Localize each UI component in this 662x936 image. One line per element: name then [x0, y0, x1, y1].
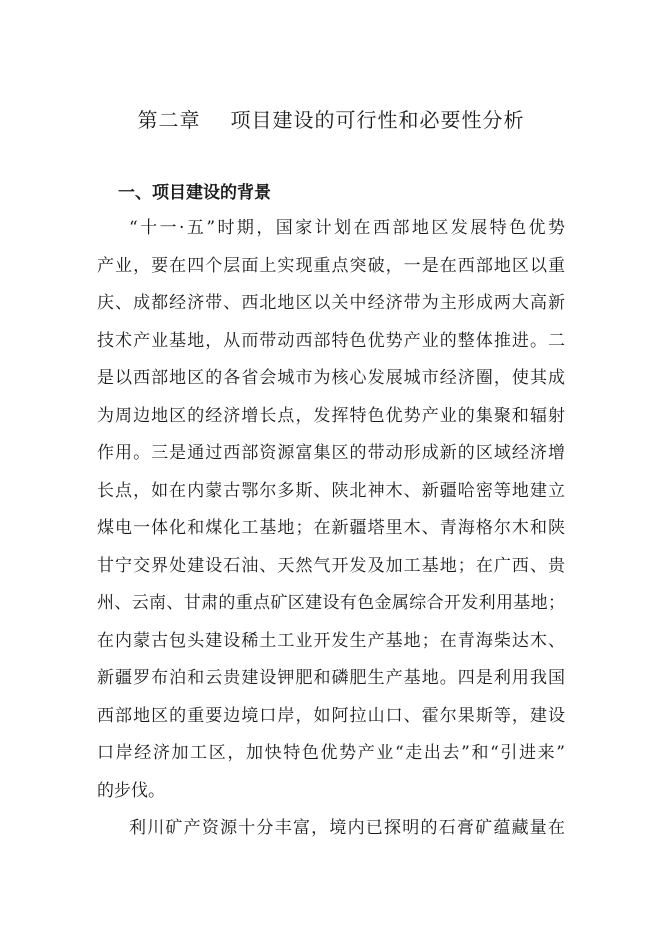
paragraph-1-line: 甘宁交界处建设石油、天然气开发及加工基地；在广西、贵 — [97, 555, 565, 576]
paragraph-1-line: “十一·五”时期，国家计划在西部地区发展特色优势 — [129, 218, 565, 238]
paragraph-1-line: 是以西部地区的各省会城市为核心发展城市经济圈，使其成 — [97, 368, 565, 388]
section-heading: 一、项目建设的背景 — [118, 183, 271, 203]
paragraph-1-line: 技术产业基地，从而带动西部特色优势产业的整体推进。二 — [97, 330, 565, 351]
paragraph-2-line: 利川矿产资源十分丰富，境内已探明的石膏矿蕴藏量在 — [129, 818, 565, 838]
chapter-title — [0, 104, 662, 133]
paragraph-1-line: 长点，如在内蒙古鄂尔多斯、陕北神木、新疆哈密等地建立 — [97, 480, 565, 501]
paragraph-1-line: 口岸经济加工区，加快特色优势产业“走出去”和“引进来” — [97, 743, 565, 763]
paragraph-1-line: 煤电一体化和煤化工基地；在新疆塔里木、青海格尔木和陕 — [97, 518, 565, 538]
paragraph-1-line: 产业，要在四个层面上实现重点突破，一是在西部地区以重 — [97, 255, 565, 276]
paragraph-1-line: 新疆罗布泊和云贵建设钾肥和磷肥生产基地。四是利用我国 — [97, 668, 565, 688]
paragraph-1-line: 庆、成都经济带、西北地区以关中经济带为主形成两大高新 — [97, 293, 565, 313]
body-text — [97, 210, 565, 848]
paragraph-1-line: 为周边地区的经济增长点，发挥特色优势产业的集聚和辐射 — [97, 405, 565, 426]
paragraph-1-line: 州、云南、甘肃的重点矿区建设有色金属综合开发利用基地； — [97, 593, 565, 613]
paragraph-1-line: 的步伐。 — [97, 780, 165, 801]
chapter-number: 第二章 — [137, 108, 201, 132]
paragraph-1-line: 在内蒙古包头建设稀土工业开发生产基地；在青海柴达木、 — [97, 630, 565, 651]
chapter-title-text: 项目建设的可行性和必要性分析 — [230, 108, 525, 132]
paragraph-1-line: 作用。三是通过西部资源富集区的带动形成新的区域经济增 — [97, 443, 565, 463]
paragraph-1-line: 西部地区的重要边境口岸，如阿拉山口、霍尔果斯等，建设 — [97, 705, 565, 726]
